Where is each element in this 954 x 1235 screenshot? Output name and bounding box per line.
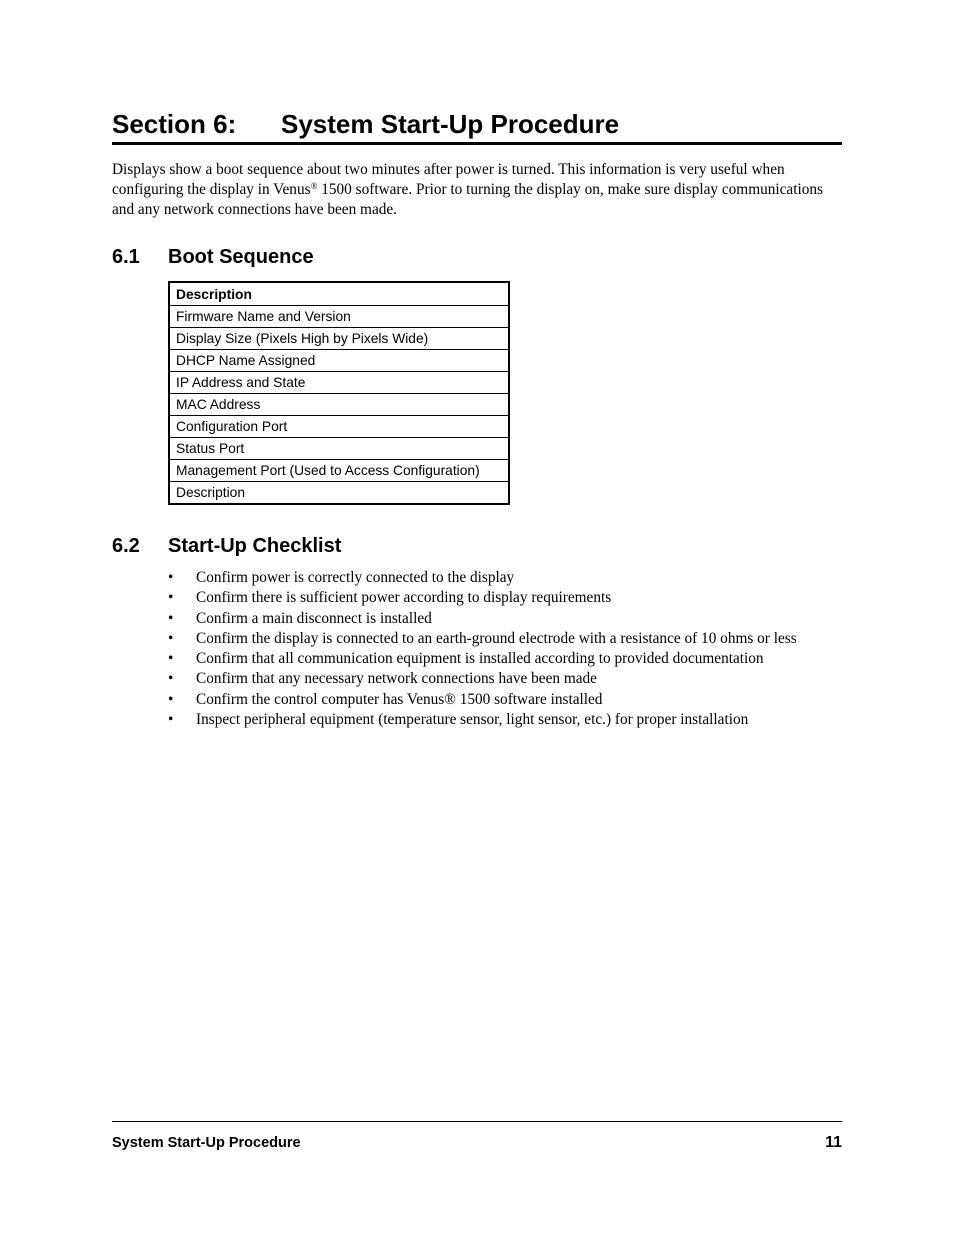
intro-text-part1: Displays show a boot sequence about two minutes after power is turned. This information is very useful when configuring the display in Venus — [112, 161, 785, 198]
bullet-icon: • — [168, 629, 174, 647]
table-row — [169, 328, 509, 350]
table-row — [169, 394, 509, 416]
table-header-description: Description — [169, 282, 509, 306]
checklist-number: 6.2 — [112, 535, 140, 557]
list-item — [168, 690, 844, 710]
table-cell: Firmware Name and Version — [169, 306, 509, 328]
checklist-title: Start-Up Checklist — [168, 535, 342, 557]
list-item — [168, 588, 844, 608]
section-heading — [112, 108, 842, 145]
startup-checklist — [168, 568, 844, 730]
table-row — [169, 460, 509, 482]
table-cell: Description — [169, 482, 509, 505]
list-item — [168, 669, 844, 689]
table-cell: Display Size (Pixels High by Pixels Wide) — [169, 328, 509, 350]
table-row — [169, 482, 509, 505]
footer-divider — [112, 1121, 842, 1122]
table-header-row — [169, 282, 509, 306]
table-cell: MAC Address — [169, 394, 509, 416]
table-cell: Status Port — [169, 438, 509, 460]
footer-title: System Start-Up Procedure — [112, 1135, 301, 1151]
table-row — [169, 372, 509, 394]
list-item — [168, 568, 844, 588]
table-cell: IP Address and State — [169, 372, 509, 394]
bullet-icon: • — [168, 589, 174, 607]
list-item-text: Confirm power is correctly connected to the display — [196, 569, 515, 586]
table-row — [169, 350, 509, 372]
list-item-text: Confirm that any necessary network connections have been made — [196, 670, 597, 688]
boot-sequence-number: 6.1 — [112, 246, 140, 268]
table-cell: DHCP Name Assigned — [169, 350, 509, 372]
list-item — [168, 609, 844, 629]
list-item-text: Confirm the control computer has Venus® 1500 software installed — [196, 690, 603, 708]
boot-sequence-heading — [112, 244, 314, 270]
intro-paragraph — [112, 160, 844, 220]
bullet-icon: • — [168, 711, 174, 729]
page-number: 11 — [825, 1134, 842, 1151]
list-item — [168, 649, 844, 669]
registered-mark: ® — [310, 181, 318, 191]
list-item-text: Inspect peripheral equipment (temperature sensor, light sensor, etc.) for proper installation — [196, 711, 749, 729]
list-item-text: Confirm that all communication equipment is installed according to provided documentation — [196, 650, 764, 668]
table-cell: Configuration Port — [169, 416, 509, 438]
list-item-text: Confirm there is sufficient power according to display requirements — [196, 589, 612, 607]
boot-sequence-title: Boot Sequence — [168, 246, 314, 268]
list-item — [168, 629, 844, 649]
table-cell: Management Port (Used to Access Configuration) — [169, 460, 509, 482]
checklist-heading — [112, 533, 341, 559]
list-item — [168, 710, 844, 730]
bullet-icon: • — [168, 690, 174, 708]
bullet-icon: • — [168, 609, 174, 627]
table-row — [169, 416, 509, 438]
list-item-text: Confirm a main disconnect is installed — [196, 609, 432, 627]
boot-sequence-table — [168, 281, 510, 505]
section-title: System Start-Up Procedure — [281, 109, 620, 139]
section-number: Section 6: — [112, 109, 237, 139]
table-row — [169, 438, 509, 460]
bullet-icon: • — [168, 569, 174, 586]
intro-text-part2: 1500 software. Prior to turning the display on, make sure display communications and any network connections have been made. — [112, 181, 823, 218]
list-item-text: Confirm the display is connected to an earth-ground electrode with a resistance of 10 ohms or less — [196, 629, 797, 647]
bullet-icon: • — [168, 670, 174, 688]
bullet-icon: • — [168, 650, 174, 668]
table-row — [169, 306, 509, 328]
